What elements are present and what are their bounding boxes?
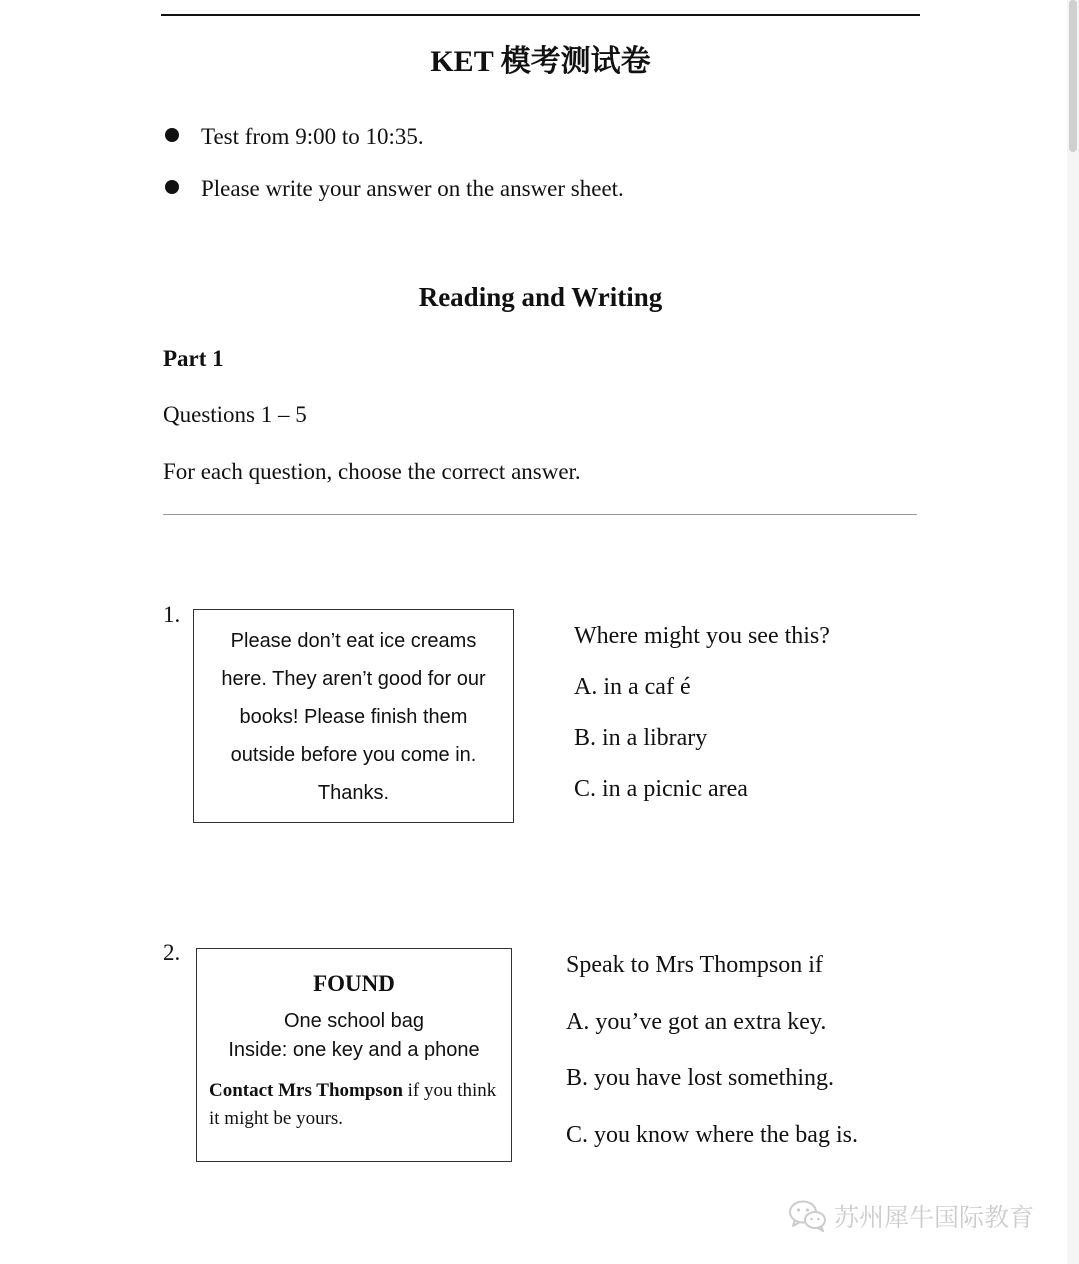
directions: For each question, choose the correct answer. <box>163 459 581 484</box>
notice-line: books! Please finish them <box>239 706 468 728</box>
answer-option[interactable]: C. in a picnic area <box>574 776 748 802</box>
instruction-text: Test from 9:00 to 10:35. <box>201 124 424 149</box>
wechat-icon <box>788 1198 828 1234</box>
answer-option[interactable]: B. you have lost something. <box>566 1065 834 1091</box>
document-title: KET 模考测试卷 <box>430 45 651 78</box>
answer-option[interactable]: C. you know where the bag is. <box>566 1122 858 1148</box>
question-prompt: Speak to Mrs Thompson if <box>566 952 823 978</box>
answer-option[interactable]: A. you’ve got an extra key. <box>566 1009 827 1035</box>
notice-text <box>194 610 513 812</box>
instruction-item <box>165 174 865 204</box>
watermark <box>788 1198 1034 1234</box>
notice-line: Inside: one key and a phone <box>228 1039 480 1061</box>
section-divider <box>163 514 917 515</box>
notice-contact <box>197 1077 511 1133</box>
notice-box <box>193 609 514 823</box>
notice-line: here. They aren’t good for our <box>221 668 486 690</box>
watermark-text: 苏州犀牛国际教育 <box>834 1203 1035 1232</box>
bullet-icon <box>165 128 179 142</box>
section-title: Reading and Writing <box>418 282 663 312</box>
notice-line: Please don’t eat ice creams <box>230 630 477 652</box>
notice-line: Thanks. <box>317 782 390 804</box>
questions-range: Questions 1 – 5 <box>163 402 307 427</box>
question-prompt: Where might you see this? <box>574 623 830 649</box>
notice-box <box>196 948 512 1162</box>
question-number: 1. <box>163 602 181 627</box>
notice-line: outside before you come in. <box>230 744 477 766</box>
instruction-text: Please write your answer on the answer sheet. <box>201 176 624 201</box>
bullet-icon <box>165 180 179 194</box>
question-number: 2. <box>163 940 181 965</box>
notice-line: One school bag <box>283 1010 425 1032</box>
contact-text: if you think it might be yours. <box>209 1080 497 1129</box>
part-label: Part 1 <box>163 346 224 371</box>
instruction-item <box>165 122 865 152</box>
answer-option[interactable]: B. in a library <box>574 725 708 751</box>
answer-option[interactable]: A. in a caf é <box>574 674 691 700</box>
scrollbar-thumb[interactable] <box>1069 0 1077 152</box>
notice-title: FOUND <box>313 971 395 996</box>
contact-name: Contact Mrs Thompson <box>209 1080 403 1101</box>
scrollbar-track[interactable] <box>1067 0 1079 1264</box>
top-rule <box>161 14 920 16</box>
